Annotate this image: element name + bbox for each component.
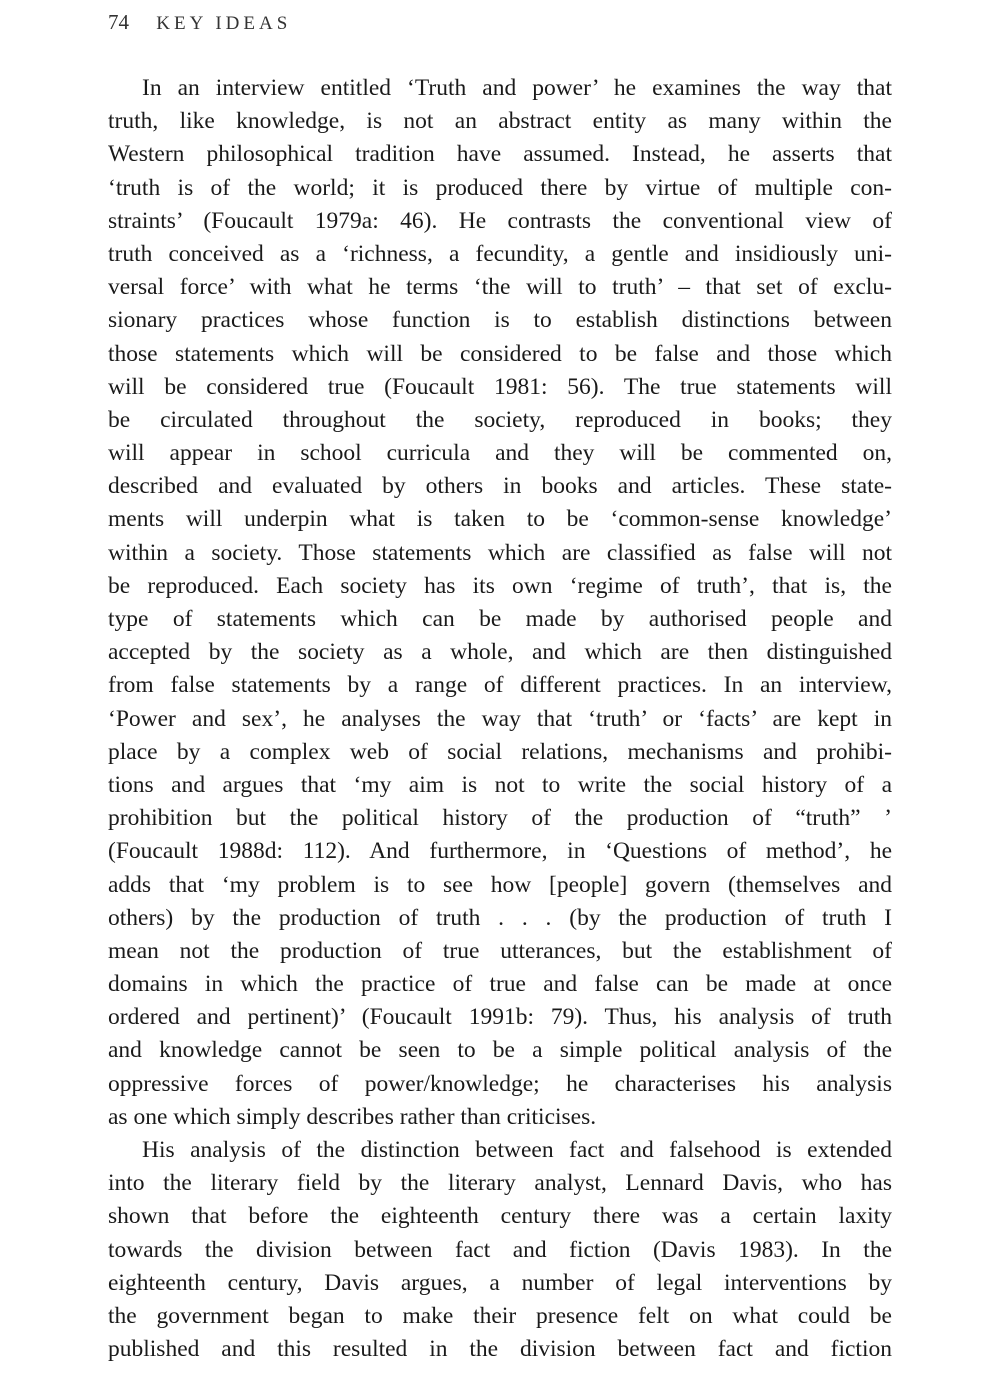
text-line: and knowledge cannot be seen to be a simple political analysis of the bbox=[108, 1037, 892, 1064]
text-line: oppressive forces of power/knowledge; he characterises his analysis bbox=[108, 1070, 892, 1097]
text-line: ‘truth is of the world; it is produced there by virtue of multiple con- bbox=[108, 174, 892, 201]
text-line: tions and argues that ‘my aim is not to write the social history of a bbox=[108, 771, 892, 798]
text-line: His analysis of the distinction between fact and falsehood is extended bbox=[142, 1137, 892, 1163]
text-line: accepted by the society as a whole, and which are then distinguished bbox=[108, 639, 892, 666]
text-line: ordered and pertinent)’ (Foucault 1991b: 79). Thus, his analysis of truth bbox=[108, 1004, 892, 1031]
text-line: be circulated throughout the society, reproduced in books; they bbox=[108, 406, 892, 433]
page-number: 74 bbox=[108, 10, 129, 34]
text-line: described and evaluated by others in books and articles. These state- bbox=[108, 473, 892, 500]
text-line: towards the division between fact and fiction (Davis 1983). In the bbox=[108, 1236, 892, 1263]
text-line: ‘Power and sex’, he analyses the way that ‘truth’ or ‘facts’ are kept in bbox=[108, 705, 892, 732]
text-line: within a society. Those statements which are classified as false will not bbox=[108, 539, 892, 566]
section-title: KEY IDEAS bbox=[156, 13, 292, 34]
text-line: prohibition but the political history of the production of “truth” ’ bbox=[108, 805, 892, 832]
running-head bbox=[108, 10, 291, 35]
text-line: adds that ‘my problem is to see how [people] govern (themselves and bbox=[108, 871, 892, 898]
text-line: into the literary field by the literary analyst, Lennard Davis, who has bbox=[108, 1170, 892, 1197]
text-line: will be considered true (Foucault 1981: 56). The true statements will bbox=[108, 373, 892, 400]
text-line: published and this resulted in the division between fact and fiction bbox=[108, 1336, 892, 1363]
paragraph bbox=[108, 72, 892, 1134]
text-line: truth conceived as a ‘richness, a fecundity, a gentle and insidiously uni- bbox=[108, 240, 892, 267]
text-line: those statements which will be considered to be false and those which bbox=[108, 340, 892, 367]
text-line: sionary practices whose function is to establish distinctions between bbox=[108, 307, 892, 334]
text-line: place by a complex web of social relations, mechanisms and prohibi- bbox=[108, 738, 892, 765]
text-line: domains in which the practice of true and false can be made at once bbox=[108, 971, 892, 998]
text-line: be reproduced. Each society has its own ‘regime of truth’, that is, the bbox=[108, 572, 892, 599]
text-line: as one which simply describes rather than criticises. bbox=[108, 1103, 597, 1130]
text-line: will appear in school curricula and they will be commented on, bbox=[108, 440, 892, 467]
text-line: Western philosophical tradition have assumed. Instead, he asserts that bbox=[108, 141, 892, 168]
text-line: others) by the production of truth . . . (by the production of truth I bbox=[108, 904, 892, 931]
text-line: mean not the production of true utterances, but the establishment of bbox=[108, 937, 892, 964]
text-line: the government began to make their presence felt on what could be bbox=[108, 1302, 892, 1329]
text-line: truth, like knowledge, is not an abstract entity as many within the bbox=[108, 108, 892, 135]
text-line: eighteenth century, Davis argues, a number of legal interventions by bbox=[108, 1269, 892, 1296]
text-line: straints’ (Foucault 1979a: 46). He contrasts the conventional view of bbox=[108, 207, 892, 234]
text-line: type of statements which can be made by authorised people and bbox=[108, 606, 892, 632]
body-text bbox=[108, 72, 892, 1366]
paragraph bbox=[108, 1134, 892, 1366]
text-line: from false statements by a range of different practices. In an interview, bbox=[108, 672, 892, 699]
text-line: ments will underpin what is taken to be ‘common-sense knowledge’ bbox=[108, 506, 892, 533]
text-line: shown that before the eighteenth century there was a certain laxity bbox=[108, 1203, 892, 1230]
text-line: (Foucault 1988d: 112). And furthermore, in ‘Questions of method’, he bbox=[108, 838, 892, 865]
text-line: versal force’ with what he terms ‘the will to truth’ – that set of exclu- bbox=[108, 274, 892, 301]
text-line: In an interview entitled ‘Truth and power’ he examines the way that bbox=[142, 75, 892, 101]
